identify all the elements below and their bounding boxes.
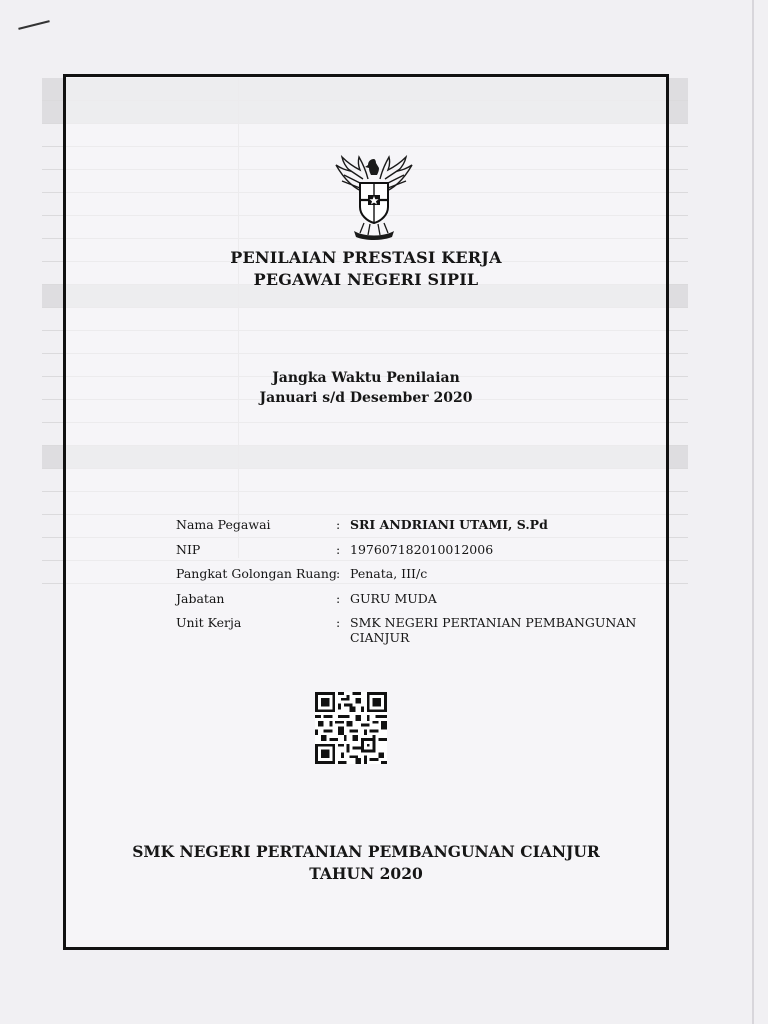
field-label: NIP [176,541,201,557]
document-title-line1: PENILAIAN PRESTASI KERJA [230,248,502,267]
qr-code-icon [315,692,387,764]
footer-year: TAHUN 2020 [309,864,423,883]
field-value: 197607182010012006 [350,541,494,557]
period-label: Jangka Waktu Penilaian [272,370,460,386]
field-label: Pangkat Golongan Ruang [176,566,337,581]
field-label: Nama Pegawai [176,517,271,532]
field-value: Penata, III/c [350,566,428,581]
period-value: Januari s/d Desember 2020 [259,390,473,406]
field-row-nip [176,542,656,567]
footer-institution: SMK NEGERI PERTANIAN PEMBANGUNAN CIANJUR [132,842,600,861]
field-separator: : [336,566,341,581]
field-row-position [176,591,656,616]
employee-info [176,517,656,645]
field-separator: : [336,615,341,630]
garuda-emblem-icon [330,153,418,241]
field-row-unit [176,615,656,645]
field-row-name [176,517,656,542]
field-separator: : [336,590,341,606]
field-value: SMK NEGERI PERTANIAN PEMBANGUNAN CIANJUR [350,615,637,645]
scan-mark [18,20,50,30]
page-edge [752,0,754,1024]
field-value: GURU MUDA [350,590,437,606]
field-label: Unit Kerja [176,615,242,630]
field-row-rank [176,566,656,591]
document-title-line2: PEGAWAI NEGERI SIPIL [253,270,479,289]
field-value: SRI ANDRIANI UTAMI, S.Pd [350,517,548,532]
field-separator: : [336,541,341,557]
field-label: Jabatan [176,590,225,606]
field-separator: : [336,517,341,532]
document-frame [63,74,669,950]
